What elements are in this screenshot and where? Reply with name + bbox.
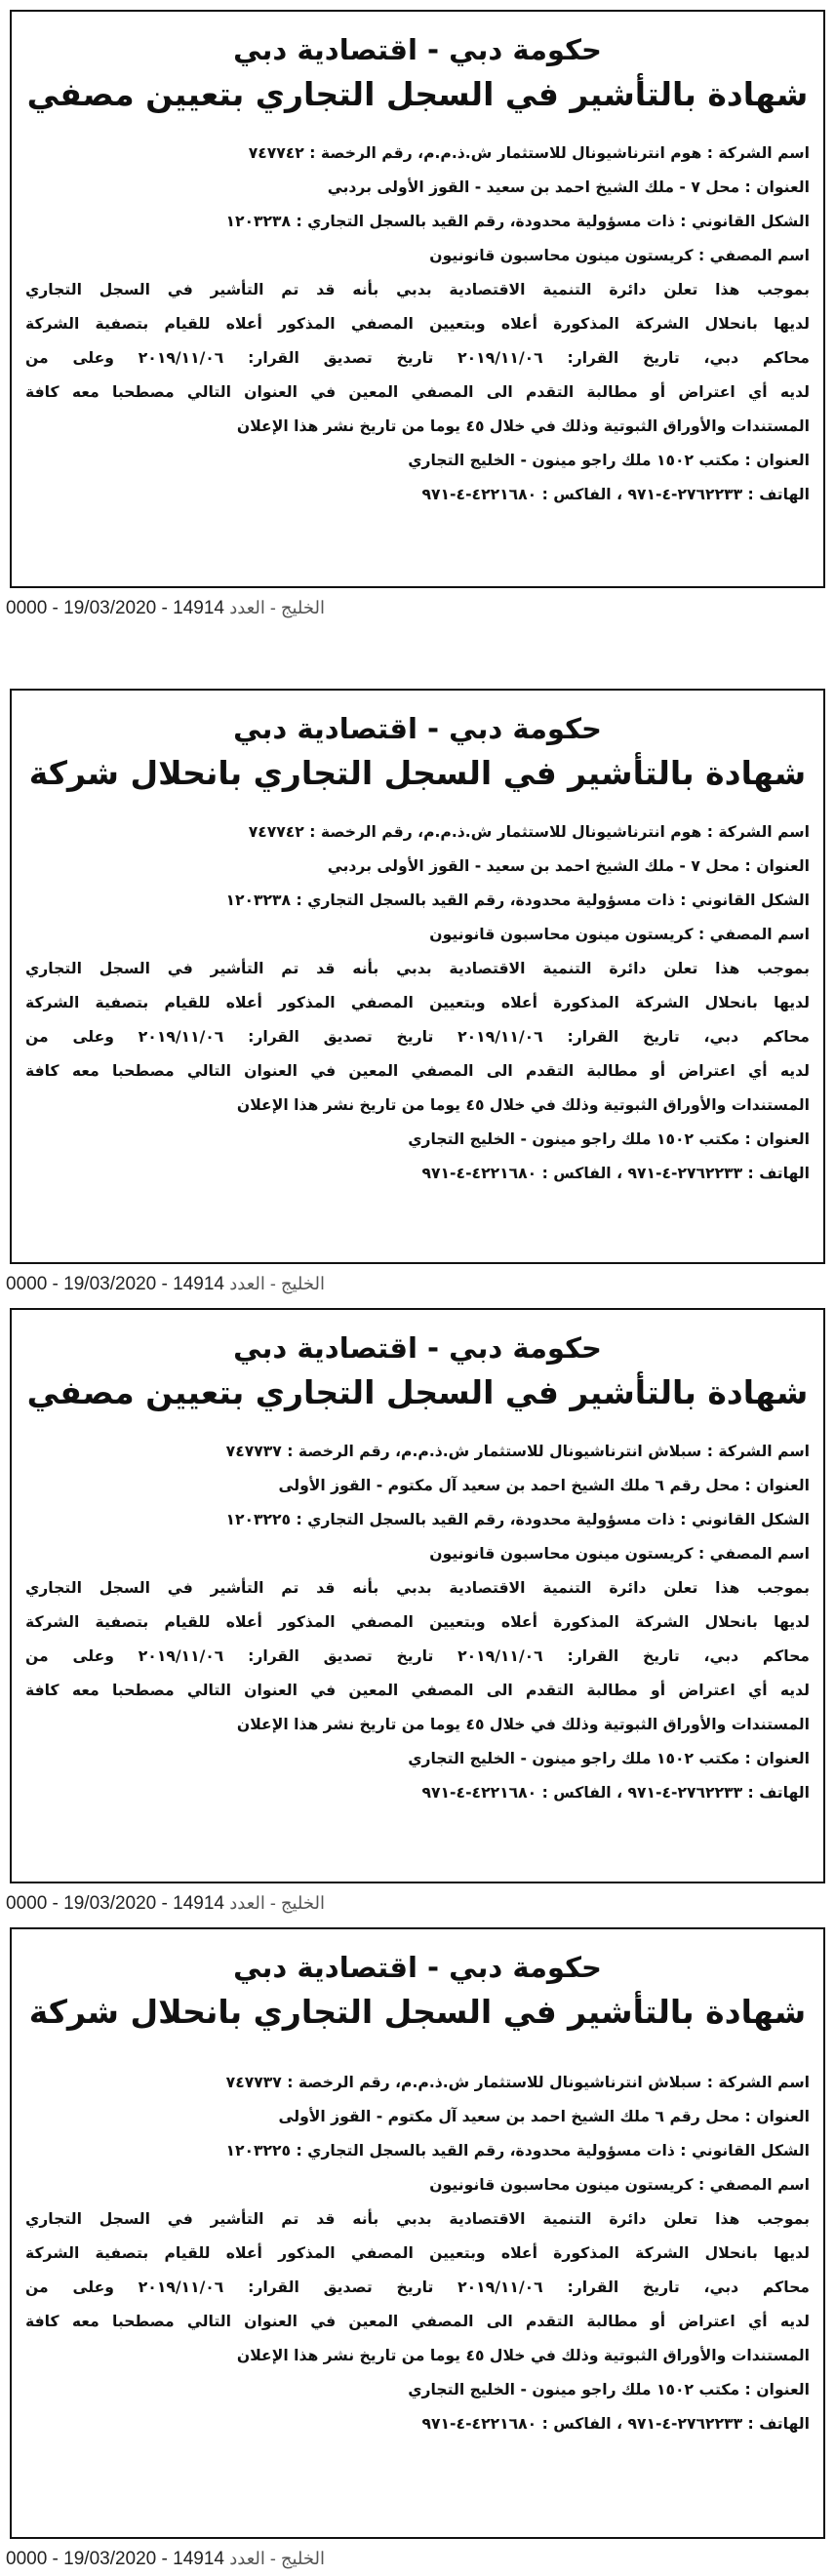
legal-form-line: الشكل القانوني : ذات مسؤولية محدودة، رقم القيد بالسجل التجاري : ١٢٠٣٢٢٥	[225, 1511, 810, 1528]
address-line: العنوان : محل ٧ - ملك الشيخ احمد بن سعيد - القوز الأولى بردبي	[327, 178, 810, 196]
notice-title-authority: حكومة دبي - اقتصادية دبي	[233, 712, 602, 745]
body-line: لديه أي اعتراض أو مطالبة التقدم الى المصفي المعين في العنوان التالي مصطحبا معه كافة	[25, 1682, 810, 1699]
notice-body	[12, 1417, 823, 1810]
notice-title-subject: شهادة بالتأشير في السجل التجاري بانحلال شركة	[28, 754, 807, 792]
address-line: العنوان : محل ٧ - ملك الشيخ احمد بن سعيد - القوز الأولى بردبي	[327, 857, 810, 875]
legal-form-line: الشكل القانوني : ذات مسؤولية محدودة، رقم القيد بالسجل التجاري : ١٢٠٣٢٣٨	[225, 213, 810, 230]
company-name-line: اسم الشركة : هوم انترناشيونال للاستثمار ش.ذ.م.م، رقم الرخصة : ٧٤٧٧٤٢	[248, 823, 810, 841]
body-line: لديها بانحلال الشركة المذكورة أعلاه وبتعيين المصفي المذكور أعلاه للقيام بتصفية الشركة	[25, 2244, 810, 2262]
caption-date-issue: 0000 - 19/03/2020 - 14914	[6, 1274, 224, 1294]
body-line: المستندات والأوراق الثبوتية وذلك في خلال ٤٥ يوما من تاريخ نشر هذا الإعلان	[236, 1096, 810, 1114]
address-line: العنوان : محل رقم ٦ ملك الشيخ احمد بن سعيد آل مكتوم - القوز الأولى	[278, 2108, 810, 2125]
notice-4	[10, 1927, 825, 2539]
company-name-line: اسم الشركة : هوم انترناشيونال للاستثمار ش.ذ.م.م، رقم الرخصة : ٧٤٧٧٤٢	[248, 144, 810, 162]
notice-title-authority: حكومة دبي - اقتصادية دبي	[233, 1331, 602, 1365]
publication-caption	[6, 1272, 325, 1295]
body-line: بموجب هذا تعلن دائرة التنمية الاقتصادية بدبي بأنه قد تم التأشير في السجل التجاري	[25, 1579, 810, 1597]
notice-body	[12, 119, 823, 512]
notice-2	[10, 689, 825, 1264]
body-line: لديه أي اعتراض أو مطالبة التقدم الى المصفي المعين في العنوان التالي مصطحبا معه كافة	[25, 1062, 810, 1080]
notice-header	[12, 12, 823, 119]
body-line: لديها بانحلال الشركة المذكورة أعلاه وبتعيين المصفي المذكور أعلاه للقيام بتصفية الشركة	[25, 994, 810, 1011]
body-line: لديها بانحلال الشركة المذكورة أعلاه وبتعيين المصفي المذكور أعلاه للقيام بتصفية الشركة	[25, 315, 810, 333]
address-line: العنوان : محل رقم ٦ ملك الشيخ احمد بن سعيد آل مكتوم - القوز الأولى	[278, 1477, 810, 1494]
caption-date-issue: 0000 - 19/03/2020 - 14914	[6, 598, 224, 618]
notice-body	[12, 2037, 823, 2441]
publication-caption	[6, 2547, 325, 2570]
caption-source: الخليج - العدد	[229, 1274, 325, 1293]
legal-form-line: الشكل القانوني : ذات مسؤولية محدودة، رقم القيد بالسجل التجاري : ١٢٠٣٢٢٥	[225, 2142, 810, 2160]
body-line: محاكم دبي، تاريخ القرار: ٢٠١٩/١١/٠٦ تاريخ تصديق القرار: ٢٠١٩/١١/٠٦ وعلى من	[25, 349, 810, 367]
body-line: المستندات والأوراق الثبوتية وذلك في خلال ٤٥ يوما من تاريخ نشر هذا الإعلان	[236, 1716, 810, 1733]
liquidator-address-line: العنوان : مكتب ١٥٠٢ ملك راجو مينون - الخليج التجاري	[408, 1750, 810, 1767]
phone-fax-line: الهاتف : ٢٧٦٢٢٣٣-٤-٩٧١ ، الفاكس : ٤٢٢١٦٨٠-٤-٩٧١	[421, 1165, 810, 1182]
company-name-line: اسم الشركة : سبلاش انترناشيونال للاستثمار ش.ذ.م.م، رقم الرخصة : ٧٤٧٧٣٧	[225, 1443, 810, 1460]
liquidator-line: اسم المصفي : كريستون مينون محاسبون قانونيون	[429, 247, 810, 264]
caption-source: الخليج - العدد	[229, 598, 325, 617]
notice-title-authority: حكومة دبي - اقتصادية دبي	[233, 1951, 602, 1984]
publication-caption	[6, 1891, 325, 1915]
notice-1	[10, 10, 825, 588]
body-line: لديه أي اعتراض أو مطالبة التقدم الى المصفي المعين في العنوان التالي مصطحبا معه كافة	[25, 2313, 810, 2330]
notice-header	[12, 691, 823, 798]
body-line: المستندات والأوراق الثبوتية وذلك في خلال ٤٥ يوما من تاريخ نشر هذا الإعلان	[236, 2347, 810, 2364]
notice-body	[12, 798, 823, 1191]
body-line: لديها بانحلال الشركة المذكورة أعلاه وبتعيين المصفي المذكور أعلاه للقيام بتصفية الشركة	[25, 1613, 810, 1631]
company-name-line: اسم الشركة : سبلاش انترناشيونال للاستثمار ش.ذ.م.م، رقم الرخصة : ٧٤٧٧٣٧	[225, 2074, 810, 2091]
phone-fax-line: الهاتف : ٢٧٦٢٢٣٣-٤-٩٧١ ، الفاكس : ٤٢٢١٦٨٠-٤-٩٧١	[421, 1784, 810, 1802]
notice-header	[12, 1310, 823, 1417]
body-line: بموجب هذا تعلن دائرة التنمية الاقتصادية بدبي بأنه قد تم التأشير في السجل التجاري	[25, 281, 810, 298]
body-line: محاكم دبي، تاريخ القرار: ٢٠١٩/١١/٠٦ تاريخ تصديق القرار: ٢٠١٩/١١/٠٦ وعلى من	[25, 2279, 810, 2296]
body-line: لديه أي اعتراض أو مطالبة التقدم الى المصفي المعين في العنوان التالي مصطحبا معه كافة	[25, 383, 810, 401]
legal-form-line: الشكل القانوني : ذات مسؤولية محدودة، رقم القيد بالسجل التجاري : ١٢٠٣٢٣٨	[225, 892, 810, 909]
body-line: بموجب هذا تعلن دائرة التنمية الاقتصادية بدبي بأنه قد تم التأشير في السجل التجاري	[25, 960, 810, 977]
caption-source: الخليج - العدد	[229, 2549, 325, 2568]
caption-date-issue: 0000 - 19/03/2020 - 14914	[6, 2549, 224, 2569]
body-line: بموجب هذا تعلن دائرة التنمية الاقتصادية بدبي بأنه قد تم التأشير في السجل التجاري	[25, 2210, 810, 2228]
caption-date-issue: 0000 - 19/03/2020 - 14914	[6, 1893, 224, 1914]
liquidator-line: اسم المصفي : كريستون مينون محاسبون قانونيون	[429, 2176, 810, 2194]
liquidator-address-line: العنوان : مكتب ١٥٠٢ ملك راجو مينون - الخليج التجاري	[408, 2381, 810, 2398]
phone-fax-line: الهاتف : ٢٧٦٢٢٣٣-٤-٩٧١ ، الفاكس : ٤٢٢١٦٨٠-٤-٩٧١	[421, 2415, 810, 2433]
liquidator-address-line: العنوان : مكتب ١٥٠٢ ملك راجو مينون - الخليج التجاري	[408, 1130, 810, 1148]
liquidator-line: اسم المصفي : كريستون مينون محاسبون قانونيون	[429, 926, 810, 943]
liquidator-line: اسم المصفي : كريستون مينون محاسبون قانونيون	[429, 1545, 810, 1563]
notice-title-subject: شهادة بالتأشير في السجل التجاري بتعيين مصفي	[26, 75, 809, 113]
publication-caption	[6, 596, 325, 619]
notice-header	[12, 1929, 823, 2037]
body-line: محاكم دبي، تاريخ القرار: ٢٠١٩/١١/٠٦ تاريخ تصديق القرار: ٢٠١٩/١١/٠٦ وعلى من	[25, 1028, 810, 1046]
body-line: المستندات والأوراق الثبوتية وذلك في خلال ٤٥ يوما من تاريخ نشر هذا الإعلان	[236, 417, 810, 435]
notice-title-subject: شهادة بالتأشير في السجل التجاري بانحلال شركة	[28, 1993, 807, 2031]
liquidator-address-line: العنوان : مكتب ١٥٠٢ ملك راجو مينون - الخليج التجاري	[408, 452, 810, 469]
phone-fax-line: الهاتف : ٢٧٦٢٢٣٣-٤-٩٧١ ، الفاكس : ٤٢٢١٦٨٠-٤-٩٧١	[421, 486, 810, 503]
body-line: محاكم دبي، تاريخ القرار: ٢٠١٩/١١/٠٦ تاريخ تصديق القرار: ٢٠١٩/١١/٠٦ وعلى من	[25, 1647, 810, 1665]
notice-3	[10, 1308, 825, 1883]
notice-title-subject: شهادة بالتأشير في السجل التجاري بتعيين مصفي	[26, 1373, 809, 1411]
caption-source: الخليج - العدد	[229, 1893, 325, 1913]
notice-title-authority: حكومة دبي - اقتصادية دبي	[233, 33, 602, 66]
